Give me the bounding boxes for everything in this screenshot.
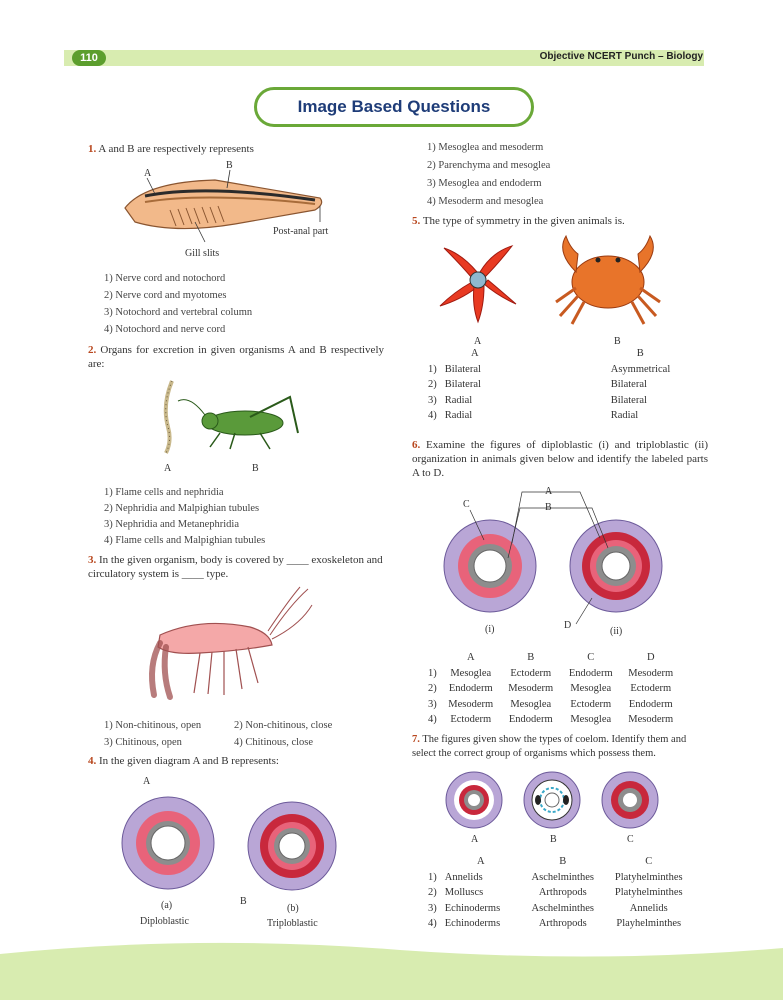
question-text: In the given organism, body is covered by ____ exoskeleton and circulatory system is ____ type. <box>88 554 383 580</box>
cell-c: Mesoglea <box>570 714 612 726</box>
label-d: D <box>564 620 572 631</box>
header-a: A <box>470 348 479 360</box>
triploblastic-diagram <box>246 800 338 892</box>
cell-b: Ectoderm <box>510 667 552 679</box>
q3-option-1[interactable]: 1) Non-chitinous, open <box>104 720 202 731</box>
cell-b: Endoderm <box>508 714 553 726</box>
label-b: B <box>614 336 621 347</box>
label-i: (i) <box>485 624 495 635</box>
cell-a: Radial <box>444 394 473 406</box>
cell-c: Mesoglea <box>570 683 612 695</box>
cell-b: Bilateral <box>610 394 647 406</box>
question-3 <box>88 553 386 581</box>
question-number: 4. <box>88 755 97 767</box>
label-a: A <box>143 776 151 787</box>
question-1 <box>88 142 388 156</box>
coelom-b-diagram <box>522 770 582 830</box>
row-num: 3) <box>428 394 437 406</box>
table-row[interactable] <box>424 681 681 697</box>
row-num: 4) <box>428 714 437 726</box>
page-number: 110 <box>72 50 106 66</box>
cell-d: Ectoderm <box>630 683 672 695</box>
diploblastic-diagram <box>120 795 216 891</box>
q3-option-4[interactable]: 4) Chitinous, close <box>234 737 314 748</box>
footer-wave <box>0 940 783 1000</box>
cell-a: Echinoderms <box>444 918 501 930</box>
coelom-a-diagram <box>444 770 504 830</box>
table-row[interactable] <box>424 393 674 409</box>
cell-b: Bilateral <box>610 379 647 391</box>
header-b: B <box>559 856 567 868</box>
q2-option-1[interactable]: 1) Flame cells and nephridia <box>104 487 224 498</box>
question-number: 3. <box>88 554 97 566</box>
cell-c: Endoderm <box>568 667 613 679</box>
cell-a: Mesoderm <box>448 698 494 710</box>
question-number: 2. <box>88 344 97 356</box>
row-num: 3) <box>428 902 437 914</box>
header-c: C <box>587 652 595 664</box>
label-b: B <box>550 834 557 845</box>
label-fig-a: (a) <box>161 900 173 911</box>
cell-a: Ectoderm <box>450 714 492 726</box>
cell-b: Aschelminthes <box>531 902 594 914</box>
header-d: D <box>646 652 655 664</box>
label-c: C <box>463 499 470 510</box>
row-num: 1) <box>428 363 437 375</box>
question-number: 6. <box>412 439 421 451</box>
header-a: A <box>466 652 475 664</box>
cell-b: Arthropods <box>538 887 587 899</box>
table-row[interactable] <box>424 697 681 713</box>
question-number: 7. <box>412 734 420 745</box>
cell-c: Platyhelminthes <box>614 871 683 883</box>
cell-b: Mesoderm <box>508 683 554 695</box>
q7-options-table <box>424 854 693 932</box>
label-ii: (ii) <box>610 626 623 637</box>
cell-d: Mesoderm <box>628 714 674 726</box>
label-b: B <box>240 896 247 907</box>
starfish-diagram <box>432 234 522 324</box>
question-text: A and B are respectively represents <box>98 143 254 155</box>
q1-option-4[interactable]: 4) Notochord and nerve cord <box>104 324 226 335</box>
label-diploblastic: Diploblastic <box>140 916 189 927</box>
coelom-c-diagram <box>600 770 660 830</box>
cell-a: Echinoderms <box>444 902 501 914</box>
question-number: 1. <box>88 143 97 155</box>
question-7 <box>412 733 708 761</box>
label-a: A <box>471 834 479 845</box>
header-c: C <box>645 856 653 868</box>
q2-option-4[interactable]: 4) Flame cells and Malpighian tubules <box>104 535 266 546</box>
cell-c: Ectoderm <box>570 698 612 710</box>
question-5 <box>412 214 712 228</box>
label-a: A <box>164 463 172 474</box>
question-number: 5. <box>412 215 421 227</box>
cell-c: Annelids <box>629 902 668 914</box>
question-text: In the given diagram A and B represents: <box>99 755 279 767</box>
label-gill-slits: Gill slits <box>185 248 220 259</box>
cell-c: Playhelminthes <box>616 918 682 930</box>
row-num: 2) <box>428 379 437 391</box>
row-num: 4) <box>428 918 437 930</box>
question-text: The type of symmetry in the given animals is. <box>422 215 625 227</box>
label-c: C <box>627 834 634 845</box>
q4-option-2[interactable]: 2) Parenchyma and mesoglea <box>427 160 551 171</box>
label-a: A <box>545 486 553 497</box>
q2-option-2[interactable]: 2) Nephridia and Malpighian tubules <box>104 503 260 514</box>
table-row[interactable] <box>424 362 674 378</box>
cell-a: Bilateral <box>444 363 481 375</box>
label-b: B <box>226 160 233 171</box>
cell-b: Aschelminthes <box>531 871 594 883</box>
table-row[interactable] <box>424 377 674 393</box>
q1-option-1[interactable]: 1) Nerve cord and notochord <box>104 273 226 284</box>
label-a: A <box>144 168 152 179</box>
q1-option-3[interactable]: 3) Notochord and vertebral column <box>104 307 253 318</box>
label-triploblastic: Triploblastic <box>267 918 318 929</box>
cell-a: Mesoglea <box>450 667 492 679</box>
header-b: B <box>527 652 535 664</box>
row-num: 2) <box>428 887 437 899</box>
table-row[interactable] <box>424 870 693 886</box>
cell-c: Platyhelminthes <box>614 887 683 899</box>
label-a: A <box>474 336 482 347</box>
row-num: 1) <box>428 871 437 883</box>
table-row[interactable] <box>424 901 693 917</box>
section-title: Image Based Questions <box>254 87 534 127</box>
q2-option-3[interactable]: 3) Nephridia and Metanephridia <box>104 519 239 530</box>
cell-b: Asymmetrical <box>610 363 671 375</box>
q3-option-2[interactable]: 2) Non-chitinous, close <box>234 720 333 731</box>
book-title: Objective NCERT Punch – Biology <box>539 51 703 62</box>
table-row[interactable] <box>424 885 693 901</box>
cell-a: Endoderm <box>448 683 493 695</box>
label-b: B <box>252 463 259 474</box>
cell-a: Radial <box>444 410 473 422</box>
question-2 <box>88 343 384 371</box>
cell-b: Mesoglea <box>510 698 552 710</box>
row-num: 3) <box>428 698 437 710</box>
q6-options-table <box>424 650 681 728</box>
question-text: Examine the figures of diploblastic (i) and triploblastic (ii) organization in animals given below and identify the labeled parts A to D. <box>412 439 709 479</box>
cell-d: Mesoderm <box>628 667 674 679</box>
worm-and-grasshopper <box>150 375 310 460</box>
table-row[interactable] <box>424 666 681 682</box>
table-row[interactable] <box>424 712 681 728</box>
label-post-anal: Post-anal part <box>273 226 329 237</box>
question-6 <box>412 438 708 480</box>
q4-option-1[interactable]: 1) Mesoglea and mesoderm <box>427 142 544 153</box>
cell-a: Annelids <box>444 871 483 883</box>
question-4 <box>88 754 386 768</box>
table-row[interactable] <box>424 408 674 424</box>
cell-a: Bilateral <box>444 379 481 391</box>
row-num: 4) <box>428 410 437 422</box>
q1-option-2[interactable]: 2) Nerve cord and myotomes <box>104 290 227 301</box>
prawn-diagram <box>140 585 315 710</box>
label-fig-b: (b) <box>287 903 299 914</box>
cell-b: Radial <box>610 410 639 422</box>
label-b: B <box>545 502 552 513</box>
cell-d: Endoderm <box>628 698 673 710</box>
q4-option-3[interactable]: 3) Mesoglea and endoderm <box>427 178 542 189</box>
row-num: 1) <box>428 667 437 679</box>
table-row[interactable] <box>424 916 693 932</box>
row-num: 2) <box>428 683 437 695</box>
question-text: Organs for excretion in given organisms A and B respectively are: <box>88 344 384 370</box>
question-text: The figures given show the types of coelom. Identify them and select the correct group of organisms which possess them. <box>412 734 687 759</box>
q4-option-4[interactable]: 4) Mesoderm and mesoglea <box>427 196 544 207</box>
header-b: B <box>636 348 644 360</box>
q5-options-table <box>424 346 674 424</box>
crab-diagram <box>546 232 671 327</box>
cell-b: Arthropods <box>538 918 587 930</box>
q3-option-3[interactable]: 3) Chitinous, open <box>104 737 182 748</box>
header-a: A <box>476 856 485 868</box>
cell-a: Molluscs <box>444 887 484 899</box>
